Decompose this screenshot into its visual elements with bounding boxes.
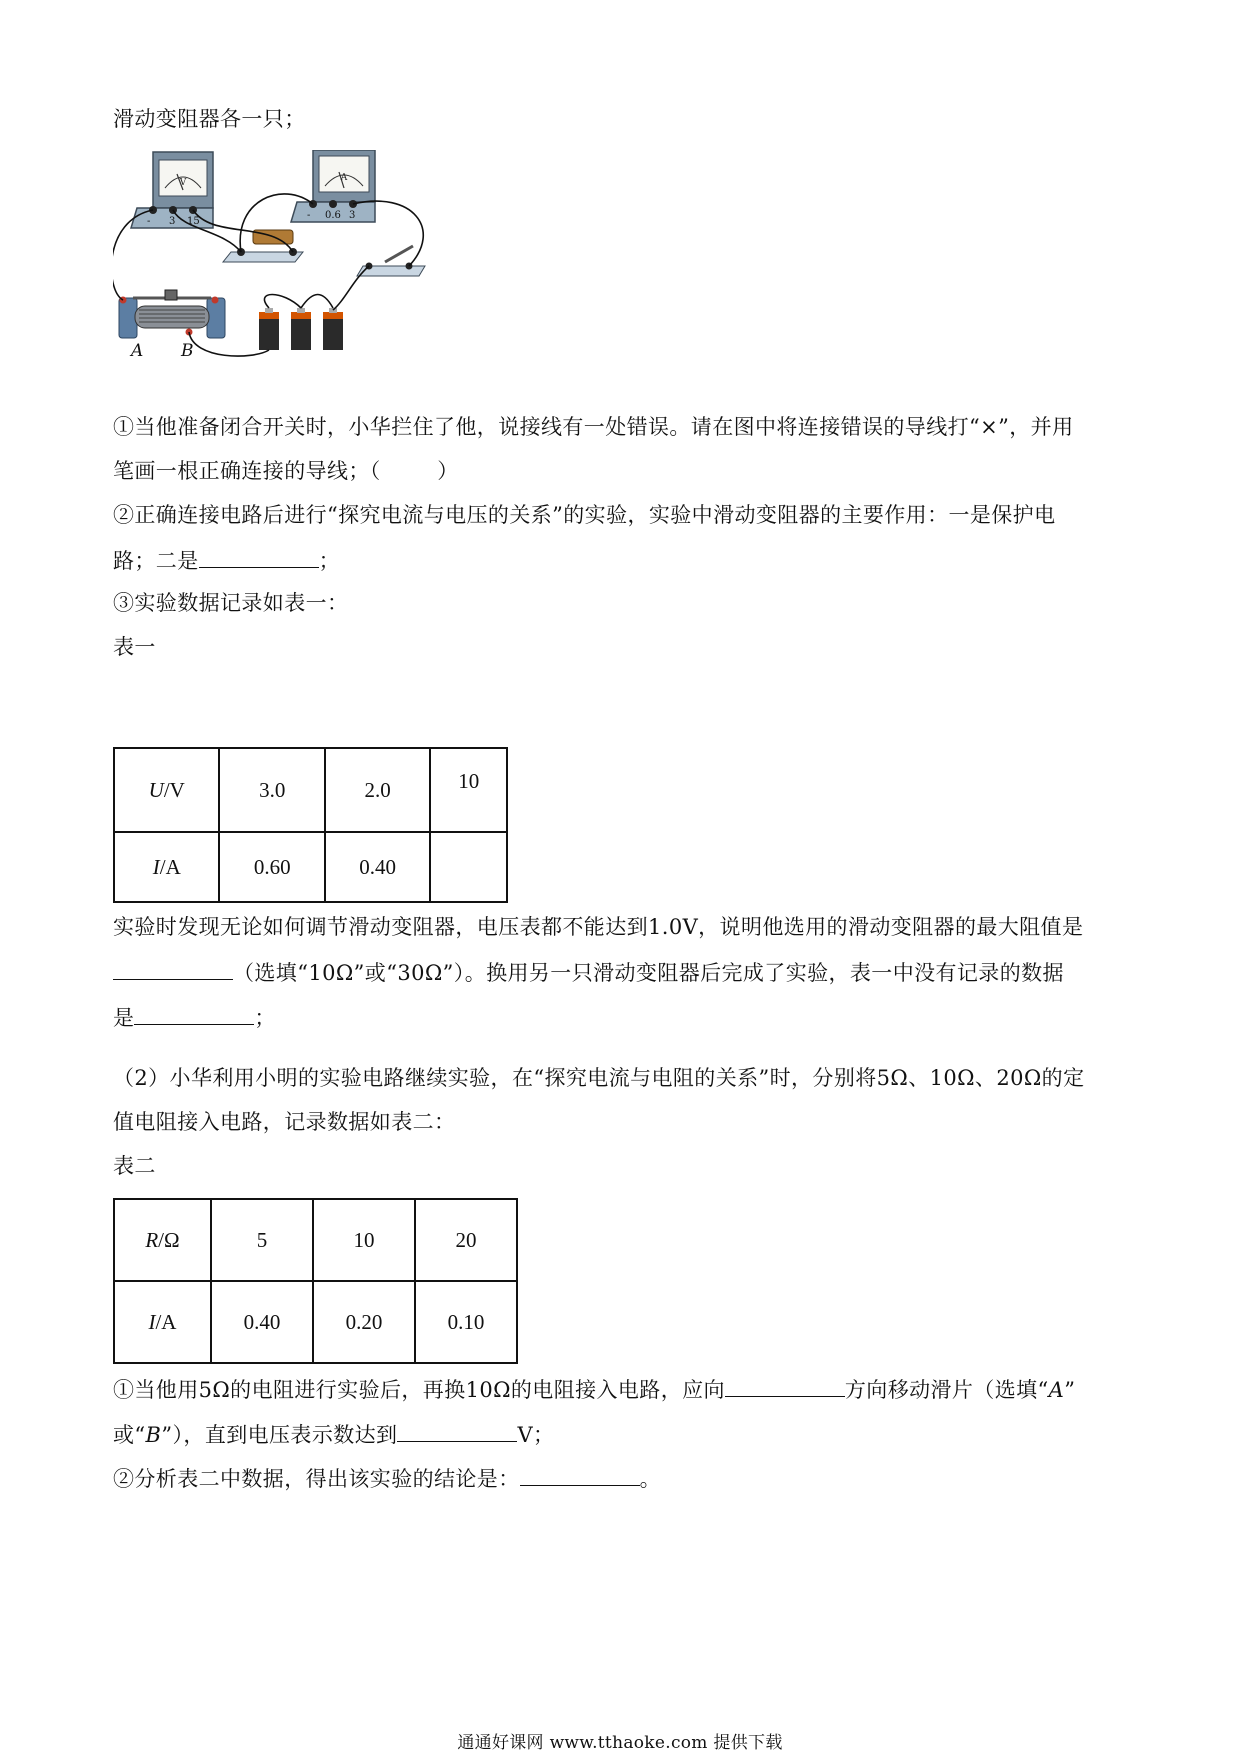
rheostat-end-b: B xyxy=(181,341,194,361)
answer-blank[interactable] xyxy=(397,1419,517,1442)
q1-part2-line2-prefix: 路；二是 xyxy=(113,549,199,573)
table1-title: 表一 xyxy=(113,635,156,659)
ammeter-label: A xyxy=(340,173,348,183)
table2-title: 表二 xyxy=(113,1154,156,1178)
table1 xyxy=(113,747,508,903)
table2-head-current xyxy=(114,1281,211,1363)
table1-head-voltage-unit: /V xyxy=(163,777,185,802)
voltmeter-terminal-neg: - xyxy=(147,216,151,227)
after-table1-line3-suffix: ； xyxy=(254,1006,276,1030)
after-table1-line2-text: （选填“10Ω”或“30Ω”）。换用另一只滑动变阻器后完成了实验，表一中没有记录的数据 xyxy=(233,961,1064,985)
table2-head-resistance-unit: /Ω xyxy=(158,1227,180,1252)
table2 xyxy=(113,1198,518,1364)
ammeter-terminal-06: 0.6 xyxy=(325,210,341,221)
table2-head-current-symbol: I xyxy=(148,1309,156,1334)
table2-cell: 0.10 xyxy=(415,1281,517,1363)
table2-head-resistance xyxy=(114,1199,211,1281)
q2-part2-suffix: 。 xyxy=(639,1467,662,1491)
voltmeter-label: V xyxy=(179,178,187,188)
q2-part1-line1-prefix: ①当他用5Ω的电阻进行实验后，再换10Ω的电阻接入电路，应向 xyxy=(113,1378,725,1402)
table2-cell: 5 xyxy=(211,1199,313,1281)
table1-cell: 3.0 xyxy=(219,748,324,832)
rheostat-icon xyxy=(119,290,225,338)
table1-head-current-unit: /A xyxy=(159,854,181,879)
circuit-figure xyxy=(113,150,493,390)
q2-part1-line2-prefix: 或“ xyxy=(113,1423,146,1447)
rheostat-end-a: A xyxy=(131,341,144,361)
ammeter-terminal-neg: - xyxy=(307,210,311,221)
q2-intro-line2: 值电阻接入电路，记录数据如表二： xyxy=(113,1110,456,1134)
table2-head-resistance-symbol: R xyxy=(145,1227,159,1252)
q1-part3-line: ③实验数据记录如表一： xyxy=(113,591,349,615)
q1-part2-line2-suffix: ； xyxy=(318,549,341,573)
answer-blank[interactable] xyxy=(134,1002,254,1025)
answer-blank[interactable] xyxy=(113,957,233,980)
switch-icon xyxy=(357,246,425,276)
after-table1-line2 xyxy=(113,957,1064,988)
q2-part1-line1-end: ” xyxy=(1064,1378,1076,1402)
table1-empty-cell xyxy=(430,832,507,902)
table1-cell: 0.60 xyxy=(219,832,324,902)
q2-part1-line1 xyxy=(113,1374,1075,1405)
table2-cell: 20 xyxy=(415,1199,517,1281)
voltmeter-terminal-15: 15 xyxy=(187,216,200,227)
q1-part2-line2 xyxy=(113,545,340,576)
table2-cell: 10 xyxy=(313,1199,415,1281)
answer-blank[interactable] xyxy=(725,1374,845,1397)
q1-part2-line1: ②正确连接电路后进行“探究电流与电压的关系”的实验，实验中滑动变阻器的主要作用：一是保护电 xyxy=(113,503,1056,527)
table1-cell: 2.0 xyxy=(325,748,430,832)
voltmeter-terminal-3: 3 xyxy=(169,216,176,227)
table1-cell: 10 xyxy=(430,748,507,832)
table1-head-voltage-symbol: U xyxy=(148,777,164,802)
q2-part1-line2 xyxy=(113,1419,554,1450)
page-footer: 通通好课网 www.tthaoke.com 提供下载 xyxy=(457,1733,783,1753)
after-table1-line1: 实验时发现无论如何调节滑动变阻器，电压表都不能达到1.0V，说明他选用的滑动变阻器的最大阻值是 xyxy=(113,915,1084,939)
q1-part1-line1: ①当他准备闭合开关时，小华拦住了他，说接线有一处错误。请在图中将连接错误的导线打“×”，并用 xyxy=(113,415,1074,439)
q2-part1-line2-mid: ”），直到电压表示数达到 xyxy=(161,1423,398,1447)
option-a: A xyxy=(1048,1378,1065,1402)
table1-head-current-symbol: I xyxy=(152,854,160,879)
q2-part1-line2-suffix: V； xyxy=(517,1423,555,1447)
table1-cell: 0.40 xyxy=(325,832,430,902)
table1-head-voltage xyxy=(114,748,219,832)
q2-intro-line1: （2）小华利用小明的实验电路继续实验，在“探究电流与电阻的关系”时，分别将5Ω、10Ω、20Ω的定 xyxy=(113,1066,1085,1090)
after-table1-line3-prefix: 是 xyxy=(113,1006,135,1030)
option-b: B xyxy=(145,1423,162,1447)
answer-blank[interactable] xyxy=(199,545,319,568)
intro-line: 滑动变阻器各一只； xyxy=(113,107,306,131)
q2-part1-line1-suffix: 方向移动滑片（选填“ xyxy=(844,1378,1049,1402)
battery-icon xyxy=(259,308,343,350)
q2-part2-line xyxy=(113,1463,661,1494)
table2-head-current-unit: /A xyxy=(155,1309,177,1334)
q1-part1-line2: 笔画一根正确连接的导线；（ ） xyxy=(113,459,459,483)
q2-part2-prefix: ②分析表二中数据，得出该实验的结论是： xyxy=(113,1467,520,1491)
answer-blank[interactable] xyxy=(520,1463,640,1486)
ammeter-terminal-3: 3 xyxy=(349,210,356,221)
after-table1-line3 xyxy=(113,1002,276,1033)
table2-cell: 0.20 xyxy=(313,1281,415,1363)
table1-head-current xyxy=(114,832,219,902)
table2-cell: 0.40 xyxy=(211,1281,313,1363)
